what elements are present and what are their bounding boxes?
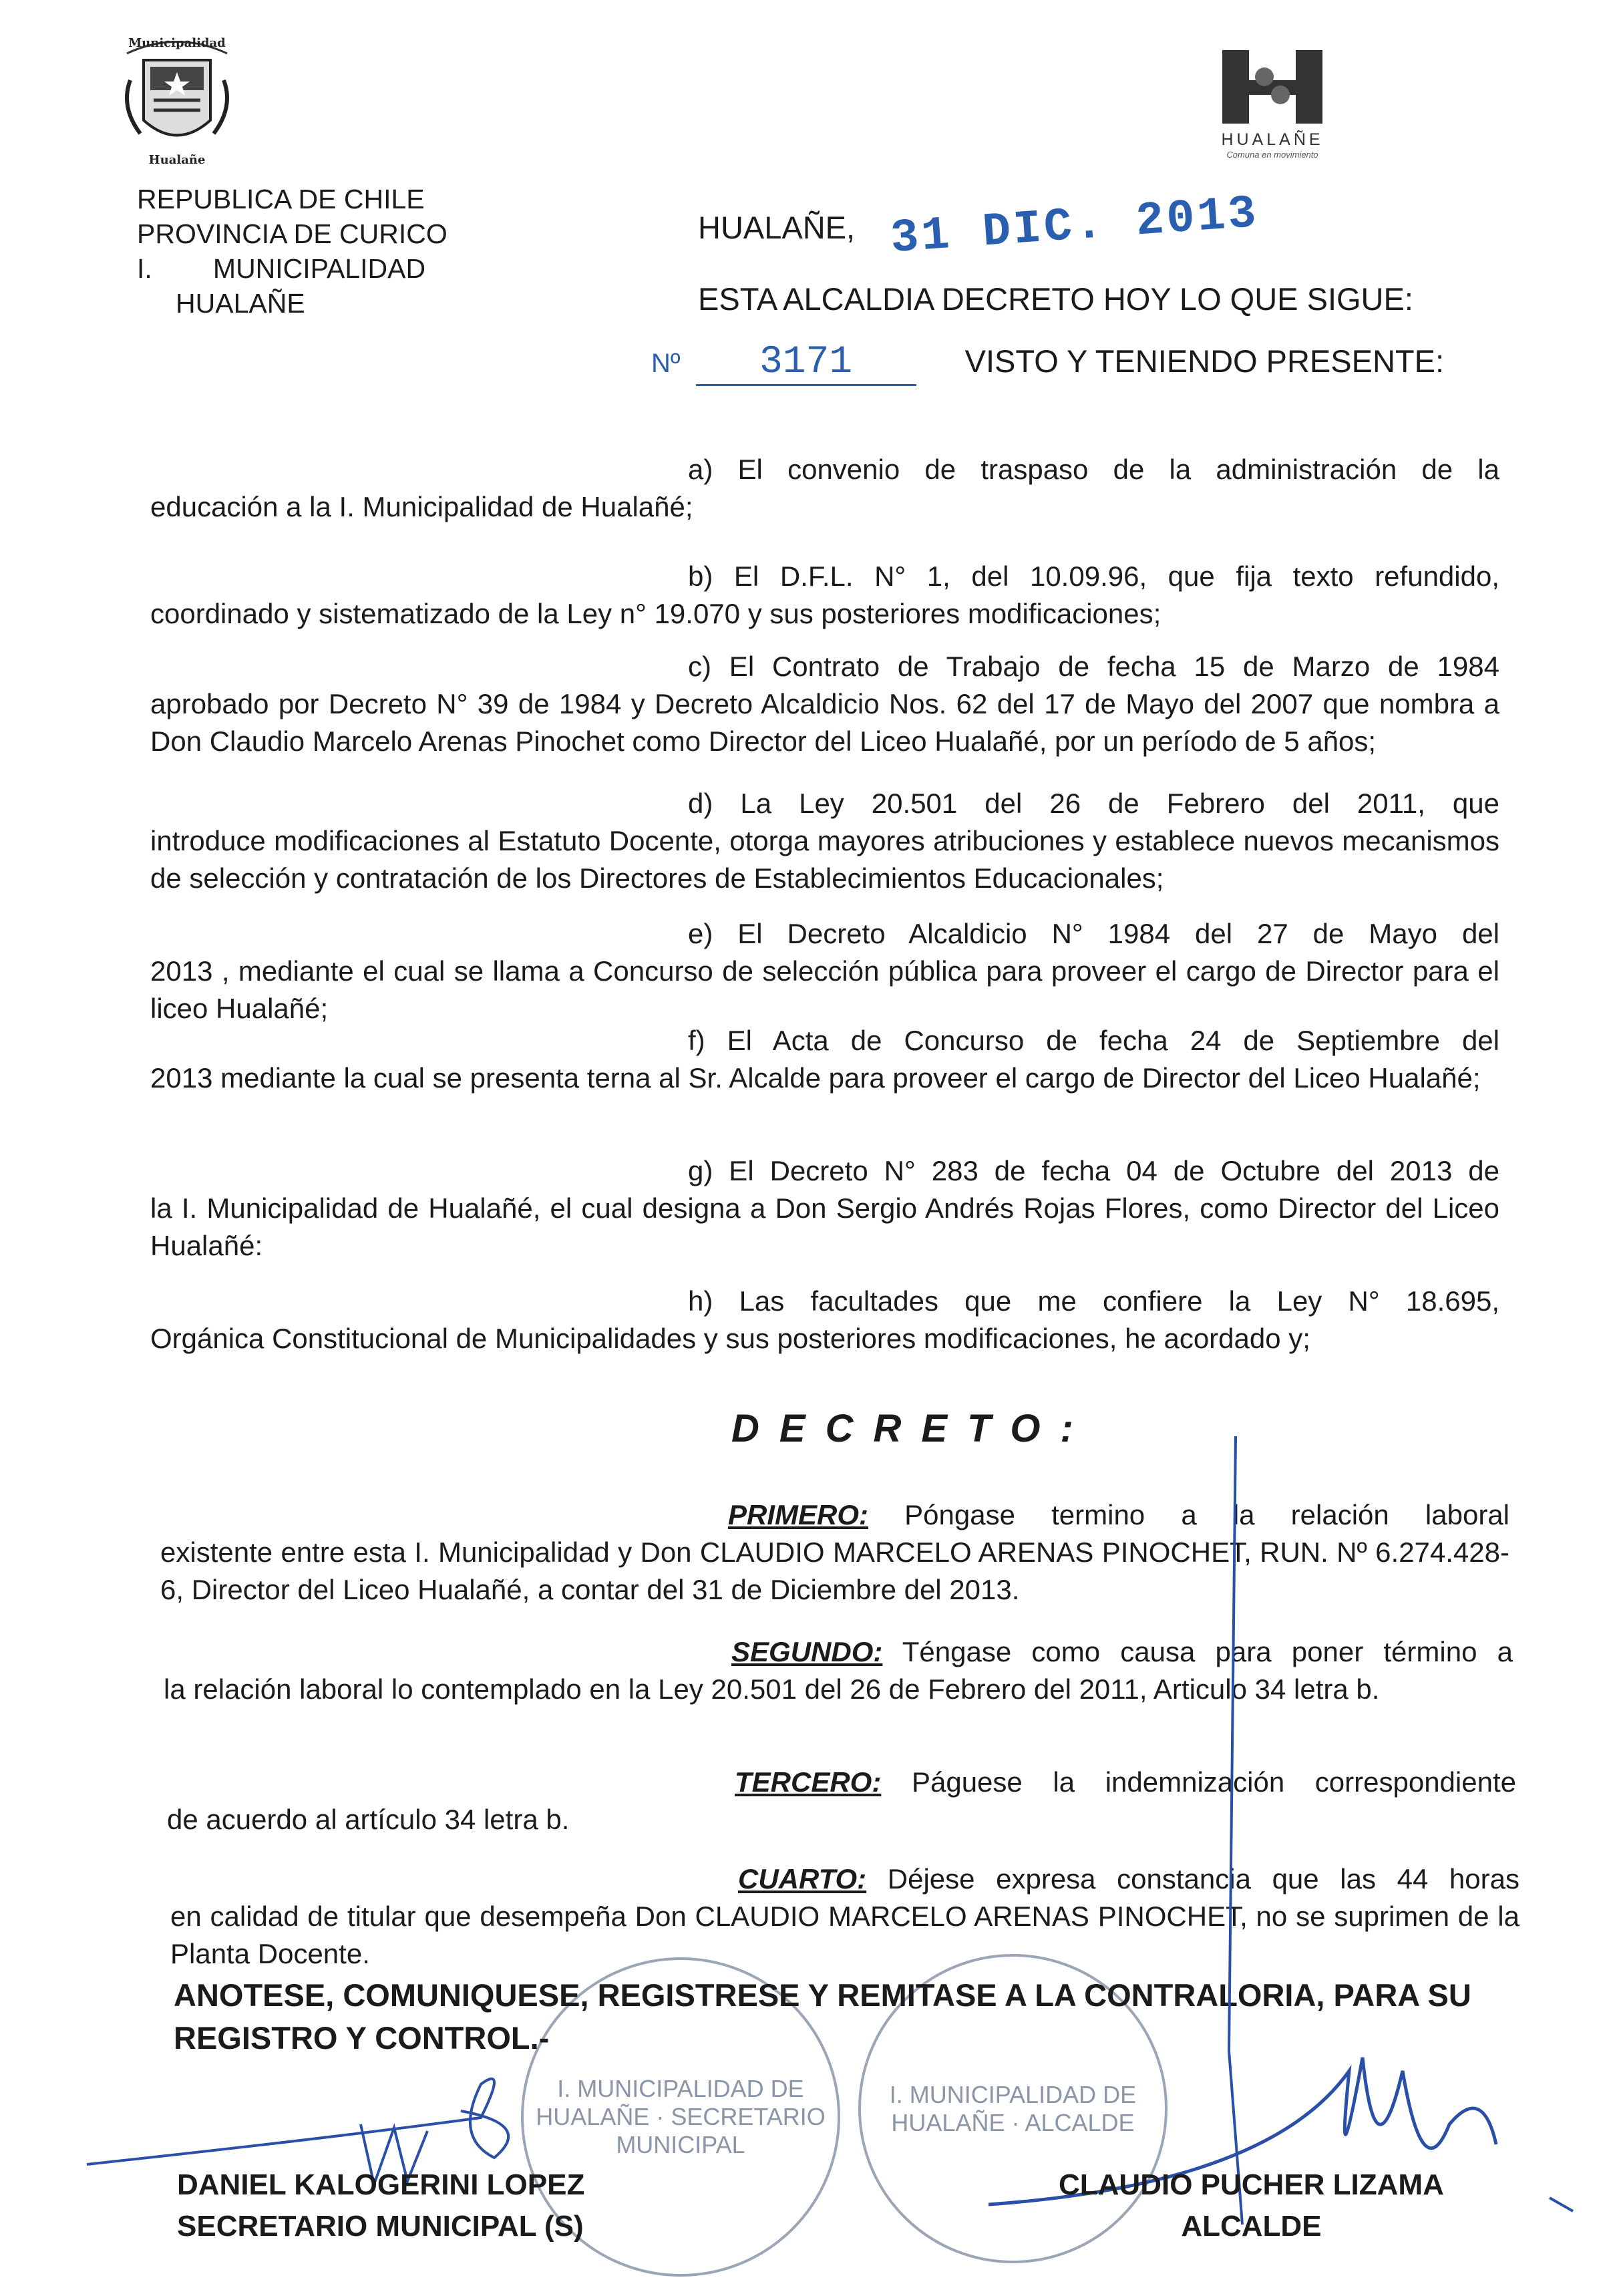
secretary-stamp: I. MUNICIPALIDAD DE HUALAÑE · SECRETARIO MUNICIPAL [521,1957,840,2277]
consideration-g: g) El Decreto N° 283 de fecha 04 de Octubre del 2013 de la I. Municipalidad de Hualañé, el cual designa a Don Sergio Andrés Rojas Flores, como Director del Liceo Hualañé: [150,1155,1499,1261]
date-stamp: 31 DIC. 2013 [889,187,1261,267]
header-line-province: PROVINCIA DE CURICO [137,218,448,249]
decree-intro: ESTA ALCALDIA DECRETO HOY LO QUE SIGUE: [698,281,1413,317]
number-label: Nº [651,349,681,378]
header-line-republic: REPUBLICA DE CHILE [137,184,425,214]
issuer-header [137,182,448,321]
mayor-title: ALCALDE [1181,2210,1322,2243]
consideration-c: c) El Contrato de Trabajo de fecha 15 de Marzo de 1984 aprobado por Decreto N° 39 de 1984 y Decreto Alcaldicio Nos. 62 del 17 de Mayo del 2007 que nombra a Don Claudio Marcelo Arenas Pinochet como Director del Liceo Hualañé, por un período de 5 años; [150,651,1499,757]
signature-block-secretary [177,2164,584,2247]
hualane-h-mark-icon [1206,47,1339,127]
place: HUALAÑE, [698,210,856,245]
seal-bottom-text: Hualañe [148,153,206,167]
header-line-commune: HUALAÑE [176,288,305,319]
place-date-line [698,187,1261,267]
consideration-h: h) Las facultades que me confiere la Ley N° 18.695, Orgánica Constitucional de Municipalidades y sus posteriores modificaciones, he acordado y; [150,1285,1499,1354]
article-tercero: TERCERO: Páguese la indemnización correspondiente de acuerdo al artículo 34 letra b. [167,1766,1516,1835]
closing-formula: ANOTESE, COMUNIQUESE, REGISTRESE Y REMITASE A LA CONTRALORIA, PARA SU REGISTRO Y CONTROL.- [174,1977,1471,2056]
decree-number: 3171 [696,341,916,386]
article-cuarto: CUARTO: Déjese expresa constancia que las 44 horas en calidad de titular que desempeña Don CLAUDIO MARCELO ARENAS PINOCHET, no se suprimen de la Planta Docente. [170,1863,1519,1969]
secretary-title: SECRETARIO MUNICIPAL (S) [177,2210,584,2243]
seal-top-text: Municipalidad [128,36,226,50]
article-segundo: SEGUNDO: Téngase como causa para poner término a la relación laboral lo contemplado en la Ley 20.501 del 26 de Febrero del 2011, Articulo 34 letra b. [164,1636,1513,1705]
mayor-name: CLAUDIO PUCHER LIZAMA [1059,2168,1444,2201]
visto-heading: VISTO Y TENIENDO PRESENTE: [964,343,1445,379]
header-line-municipality: I. MUNICIPALIDAD [137,253,426,284]
decree-number-line [651,341,1444,386]
consideration-b: b) El D.F.L. N° 1, del 10.09.96, que fija texto refundido, coordinado y sistematizado de la Ley n° 19.070 y sus posteriores modificaciones; [150,560,1499,629]
article-primero: PRIMERO: Póngase termino a la relación laboral existente entre esta I. Municipalidad y Don CLAUDIO MARCELO ARENAS PINOCHET, RUN. Nº 6.274.428-6, Director del Liceo Hualañé, a contar del 31 de Diciembre del 2013. [160,1499,1509,1605]
mayor-stamp: I. MUNICIPALIDAD DE HUALAÑE · ALCALDE [858,1954,1168,2263]
signature-block-mayor [1059,2164,1444,2247]
decreto-title: DECRETO: [731,1407,1093,1450]
brand-tagline: Comuna en movimiento [1226,150,1318,160]
hualane-brand-logo [1206,47,1339,164]
consideration-a: a) El convenio de traspaso de la administración de la educación a la I. Municipalidad de Hualañé; [150,454,1499,522]
consideration-f: f) El Acta de Concurso de fecha 24 de Septiembre del 2013 mediante la cual se presenta terna al Sr. Alcalde para proveer el cargo de Director del Liceo Hualañé; [150,1025,1499,1094]
brand-name: HUALAÑE [1221,130,1324,149]
consideration-e: e) El Decreto Alcaldicio N° 1984 del 27 de Mayo del 2013 , mediante el cual se llama a Concurso de selección pública para proveer el cargo de Director para el liceo Hualañé; [150,918,1499,1024]
municipal-seal-logo [114,27,240,170]
consideration-d: d) La Ley 20.501 del 26 de Febrero del 2011, que introduce modificaciones al Estatuto Docente, otorga mayores atribuciones y establece nuevos mecanismos de selección y contratación de los Directores de Establecimientos Educacionales; [150,788,1499,894]
secretary-name: DANIEL KALOGERINI LOPEZ [177,2168,585,2201]
